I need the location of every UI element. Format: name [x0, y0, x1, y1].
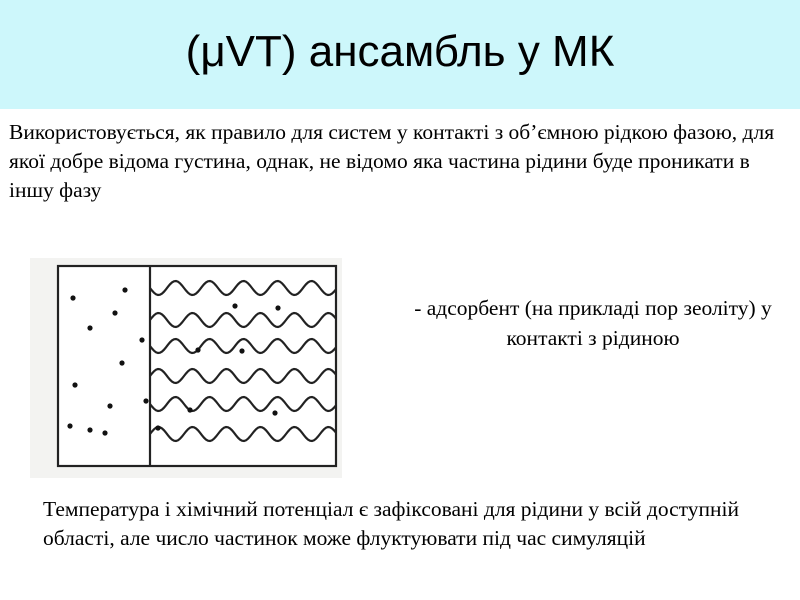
particle: [70, 295, 75, 300]
particle: [272, 410, 277, 415]
particle: [102, 430, 107, 435]
particle: [72, 382, 77, 387]
particle: [119, 360, 124, 365]
footer-text: Температура і хімічний потенціал є зафіксовані для рідини у всій доступній області, але число частинок може флуктуювати під час симуляцій: [43, 497, 740, 550]
particle: [187, 407, 192, 412]
figure-caption: - адсорбент (на прикладі пор зеоліту) у контакті з рідиною: [414, 296, 772, 350]
particle: [155, 425, 160, 430]
particle: [67, 423, 72, 428]
particle: [139, 337, 144, 342]
intro-text: Використовується, як правило для систем у контакті з об’ємною рідкою фазою, для якої добре відома густина, однак, не відомо яка частина рідини буде проникати в іншу фазу: [9, 120, 775, 202]
particle: [232, 303, 237, 308]
particle: [87, 325, 92, 330]
particle: [195, 347, 200, 352]
particle: [107, 403, 112, 408]
particle: [239, 348, 244, 353]
pore-diagram: [30, 258, 342, 478]
slide-title: (μVT) ансамбль у МК: [185, 27, 615, 76]
particle: [122, 287, 127, 292]
adsorbent-figure: [30, 258, 342, 478]
particle: [143, 398, 148, 403]
particle: [112, 310, 117, 315]
particle: [87, 427, 92, 432]
particle: [275, 305, 280, 310]
